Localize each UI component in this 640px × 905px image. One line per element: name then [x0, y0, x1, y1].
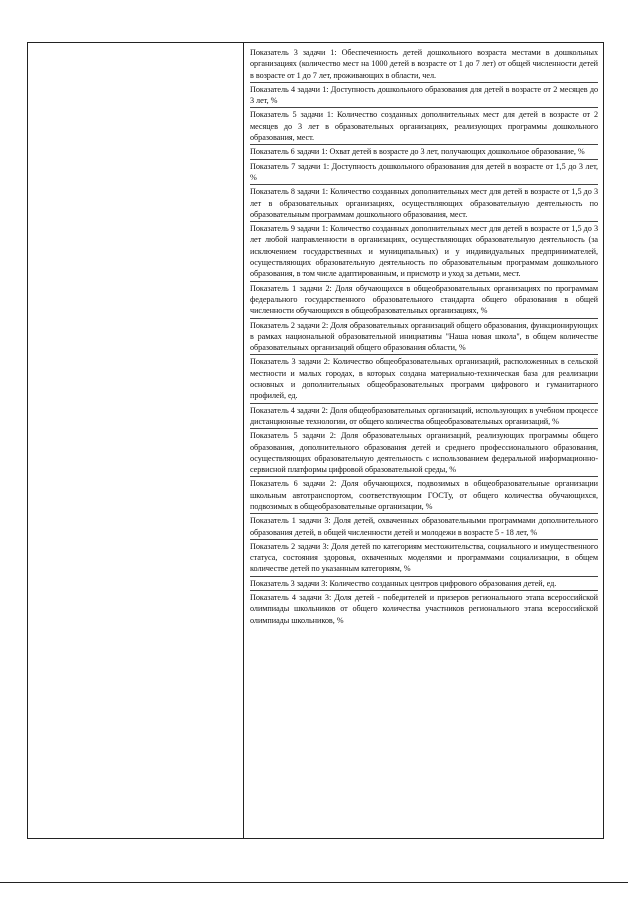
indicator-item: Показатель 6 задачи 1: Охват детей в возрасте до 3 лет, получающих дошкольное образование, %	[250, 144, 598, 157]
indicator-item: Показатель 4 задачи 1: Доступность дошкольного образования для детей в возрасте от 2 месяцев до 3 лет, %	[250, 82, 598, 107]
indicator-item: Показатель 9 задачи 1: Количество созданных дополнительных мест для детей в возрасте от 1,5 до 3 лет любой направленности в организациях, осуществляющих образовательную деятельность (за исключением государственных и муниципальных) и у индивидуальных предпринимателей, осуществляющих образовательную деятельность по образовательным программам дошкольного образования, в том числе адаптированным, и присмотр и уход за детьми, мест.	[250, 221, 598, 279]
indicator-item: Показатель 1 задачи 2: Доля обучающихся в общеобразовательных организациях по программам федерального государственного образовательного стандарта общего образования в общей численности обучающихся в общеобразовательных организациях, %	[250, 281, 598, 317]
indicator-item: Показатель 4 задачи 3: Доля детей - победителей и призеров регионального этапа всероссийской олимпиады школьников от общего количества участников регионального этапа всероссийской олимпиады школьников, %	[250, 590, 598, 626]
indicator-item: Показатель 6 задачи 2: Доля обучающихся, подвозимых в общеобразовательные организации школьным автотранспортом, соответствующим ГОСТу, от общего количества обучающихся, подвозимых в общеобразовательные организации, %	[250, 476, 598, 512]
indicator-item: Показатель 1 задачи 3: Доля детей, охваченных образовательными программами дополнительного образования детей, в общей численности детей и молодежи в возрасте 5 - 18 лет, %	[250, 513, 598, 538]
indicator-item: Показатель 8 задачи 1: Количество созданных дополнительных мест для детей в возрасте от 1,5 до 3 лет в образовательных организациях, осуществляющих образовательную деятельность по образовательным программам дошкольного образования, мест.	[250, 184, 598, 220]
indicators-cell	[250, 47, 598, 626]
indicator-item: Показатель 2 задачи 3: Доля детей по категориям местожительства, социального и имущественного статуса, состояния здоровья, охваченных моделями и программами социализации, в общем количестве детей по указанным категориям, %	[250, 539, 598, 575]
indicator-item: Показатель 7 задачи 1: Доступность дошкольного образования для детей в возрасте от 1,5 до 3 лет, %	[250, 159, 598, 184]
indicator-item: Показатель 3 задачи 1: Обеспеченность детей дошкольного возраста местами в дошкольных организациях (количество мест на 1000 детей в возрасте от 1 до 7 лет) от общей численности детей в возрасте от 1 до 7 лет, проживающих в области, чел.	[250, 48, 598, 80]
indicator-item: Показатель 4 задачи 2: Доля общеобразовательных организаций, использующих в учебном процессе дистанционные технологии, от общего количества общеобразовательных организаций, %	[250, 403, 598, 428]
indicator-item: Показатель 3 задачи 3: Количество созданных центров цифрового образования детей, ед.	[250, 576, 598, 589]
indicator-item: Показатель 5 задачи 1: Количество созданных дополнительных мест для детей в возрасте от 2 месяцев до 3 лет в образовательных организациях, реализующих программы дошкольного образования, мест.	[250, 107, 598, 143]
left-column-cell	[28, 43, 243, 838]
indicator-item: Показатель 2 задачи 2: Доля образовательных организаций общего образования, функционирующих в рамках национальной образовательной инициативы "Наша новая школа", в общем количестве образовательных организаций общего образования области, %	[250, 318, 598, 354]
indicator-item: Показатель 5 задачи 2: Доля образовательных организаций, реализующих программы общего образования, дополнительного образования детей и среднего профессионального образования, осуществляющих образовательную деятельность с использованием федеральной информационно-сервисной платформы цифровой образовательной среды, %	[250, 428, 598, 475]
document-table	[27, 42, 604, 839]
column-divider	[243, 43, 244, 838]
page-bottom-rule	[0, 882, 628, 883]
indicator-item: Показатель 3 задачи 2: Количество общеобразовательных организаций, расположенных в сельской местности и малых городах, в которых создана материально-техническая база для реализации основных и дополнительных общеобразовательных программ цифрового и гуманитарного профилей, ед.	[250, 354, 598, 401]
